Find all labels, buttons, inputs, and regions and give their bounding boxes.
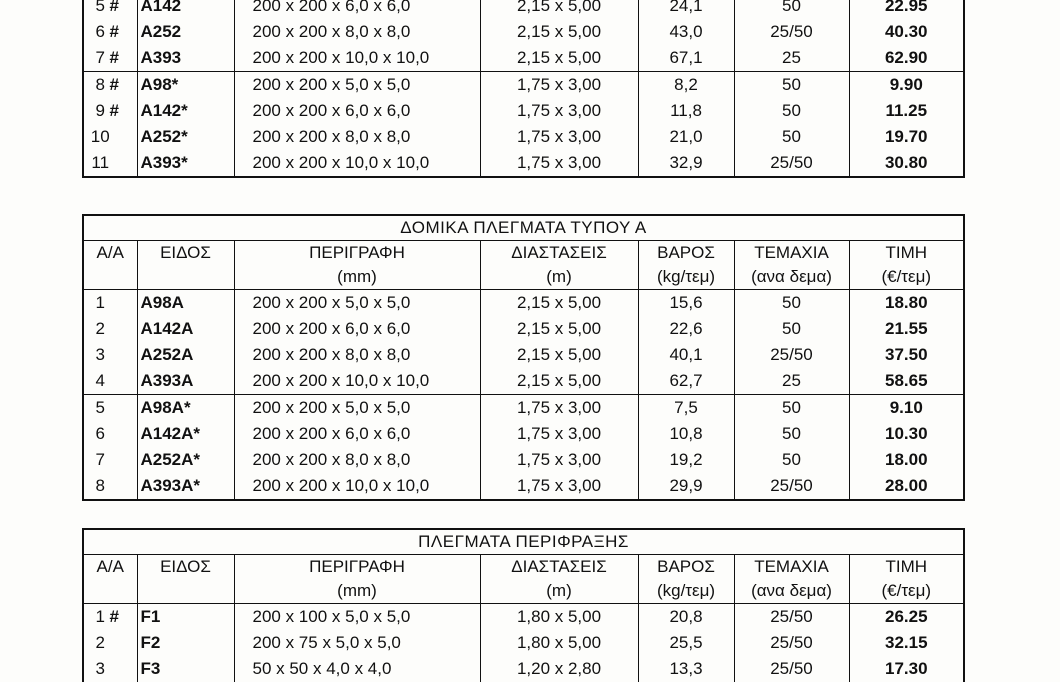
- pieces-per-bundle: 50: [734, 124, 849, 150]
- product-code: F1: [137, 604, 234, 631]
- header-aa: Α/Α: [83, 555, 137, 580]
- unit-diastaseis: (m): [480, 579, 638, 604]
- pieces-per-bundle: 25/50: [734, 604, 849, 631]
- product-price: 58.65: [849, 368, 964, 395]
- row-number: [83, 342, 137, 368]
- unit-perigrafi: (mm): [234, 265, 480, 290]
- table-row: [83, 45, 964, 72]
- product-dimensions: 1,75 x 3,00: [480, 395, 638, 422]
- product-code: A98A*: [137, 395, 234, 422]
- pieces-per-bundle: 50: [734, 72, 849, 99]
- unit-varos: (kg/τεμ): [638, 579, 734, 604]
- header-units-row: [83, 265, 964, 290]
- product-code: A252A: [137, 342, 234, 368]
- product-dimensions: 1,75 x 3,00: [480, 447, 638, 473]
- header-temaxia: ΤΕΜΑΧΙΑ: [734, 241, 849, 266]
- stock-mark: #: [105, 19, 119, 45]
- product-price: 19.70: [849, 124, 964, 150]
- row-number-value: 2: [96, 319, 105, 338]
- table-row: [83, 473, 964, 500]
- product-weight: 24,1: [638, 0, 734, 19]
- product-description: 50 x 50 x 4,0 x 4,0: [234, 656, 480, 682]
- product-price: 26.25: [849, 604, 964, 631]
- product-dimensions: 1,80 x 5,00: [480, 604, 638, 631]
- product-description: 200 x 200 x 5,0 x 5,0: [234, 395, 480, 422]
- product-price: 18.80: [849, 290, 964, 317]
- unit-timi: (€/τεμ): [849, 265, 964, 290]
- unit-temaxia: (ανα δεμα): [734, 265, 849, 290]
- row-number: [83, 0, 137, 19]
- header-varos: ΒΑΡΟΣ: [638, 241, 734, 266]
- row-number-value: 5: [96, 398, 105, 417]
- stock-mark: #: [105, 45, 119, 71]
- table-row: [83, 290, 964, 317]
- table-row: [83, 342, 964, 368]
- product-description: 200 x 75 x 5,0 x 5,0: [234, 630, 480, 656]
- product-code: A142*: [137, 98, 234, 124]
- row-number: [83, 368, 137, 395]
- product-dimensions: 1,75 x 3,00: [480, 72, 638, 99]
- row-number-value: 1: [96, 293, 105, 312]
- pieces-per-bundle: 50: [734, 421, 849, 447]
- product-weight: 67,1: [638, 45, 734, 72]
- product-code: A252: [137, 19, 234, 45]
- header-perigrafi: ΠΕΡΙΓΡΑΦΗ: [234, 241, 480, 266]
- product-weight: 32,9: [638, 150, 734, 177]
- product-description: 200 x 200 x 6,0 x 6,0: [234, 98, 480, 124]
- product-dimensions: 1,80 x 5,00: [480, 630, 638, 656]
- product-description: 200 x 200 x 5,0 x 5,0: [234, 72, 480, 99]
- product-weight: 21,0: [638, 124, 734, 150]
- product-description: 200 x 200 x 8,0 x 8,0: [234, 342, 480, 368]
- table-body: [83, 0, 964, 177]
- product-weight: 20,8: [638, 604, 734, 631]
- row-number: [83, 45, 137, 72]
- product-description: 200 x 200 x 8,0 x 8,0: [234, 447, 480, 473]
- row-number: [83, 421, 137, 447]
- product-price: 22.95: [849, 0, 964, 19]
- table-row: [83, 630, 964, 656]
- table-row: [83, 98, 964, 124]
- row-number: [83, 473, 137, 500]
- product-price: 32.15: [849, 630, 964, 656]
- row-number-value: 11: [91, 153, 109, 172]
- product-description: 200 x 100 x 5,0 x 5,0: [234, 604, 480, 631]
- product-dimensions: 2,15 x 5,00: [480, 290, 638, 317]
- product-description: 200 x 200 x 6,0 x 6,0: [234, 421, 480, 447]
- product-description: 200 x 200 x 10,0 x 10,0: [234, 45, 480, 72]
- product-price: 40.30: [849, 19, 964, 45]
- header-perigrafi: ΠΕΡΙΓΡΑΦΗ: [234, 555, 480, 580]
- table-row: [83, 368, 964, 395]
- product-dimensions: 2,15 x 5,00: [480, 45, 638, 72]
- product-price: 18.00: [849, 447, 964, 473]
- row-number: [83, 98, 137, 124]
- row-number: [83, 447, 137, 473]
- header-timi: ΤΙΜΗ: [849, 241, 964, 266]
- row-number-value: 1: [96, 607, 105, 626]
- table-row: [83, 395, 964, 422]
- header-eidos: ΕΙΔΟΣ: [137, 555, 234, 580]
- product-dimensions: 1,75 x 3,00: [480, 124, 638, 150]
- product-weight: 11,8: [638, 98, 734, 124]
- table-row: [83, 72, 964, 99]
- row-number-value: 6: [96, 22, 105, 41]
- row-number: [83, 630, 137, 656]
- table-title-row: [83, 529, 964, 555]
- product-weight: 29,9: [638, 473, 734, 500]
- product-weight: 8,2: [638, 72, 734, 99]
- product-code: A98*: [137, 72, 234, 99]
- table-title-row: [83, 215, 964, 241]
- header-diastaseis: ΔΙΑΣΤΑΣΕΙΣ: [480, 555, 638, 580]
- product-code: A252A*: [137, 447, 234, 473]
- product-price: 17.30: [849, 656, 964, 682]
- product-code: A98A: [137, 290, 234, 317]
- product-weight: 22,6: [638, 316, 734, 342]
- product-description: 200 x 200 x 5,0 x 5,0: [234, 290, 480, 317]
- row-number: [83, 72, 137, 99]
- product-price: 30.80: [849, 150, 964, 177]
- product-code: A142A: [137, 316, 234, 342]
- product-price: 62.90: [849, 45, 964, 72]
- row-number-value: 8: [96, 75, 105, 94]
- table-row: [83, 124, 964, 150]
- row-number-value: 6: [96, 424, 105, 443]
- row-number-value: 2: [96, 633, 105, 652]
- product-dimensions: 2,15 x 5,00: [480, 19, 638, 45]
- product-code: A393: [137, 45, 234, 72]
- row-number-value: 3: [96, 659, 105, 678]
- product-price: 21.55: [849, 316, 964, 342]
- unit-perigrafi: (mm): [234, 579, 480, 604]
- table-row: [83, 19, 964, 45]
- product-dimensions: 1,20 x 2,80: [480, 656, 638, 682]
- product-weight: 10,8: [638, 421, 734, 447]
- product-weight: 13,3: [638, 656, 734, 682]
- table-standard-mesh: [82, 0, 965, 178]
- row-number: [83, 604, 137, 631]
- product-dimensions: 1,75 x 3,00: [480, 473, 638, 500]
- pieces-per-bundle: 25: [734, 368, 849, 395]
- product-description: 200 x 200 x 10,0 x 10,0: [234, 368, 480, 395]
- unit-timi: (€/τεμ): [849, 579, 964, 604]
- unit-diastaseis: (m): [480, 265, 638, 290]
- pieces-per-bundle: 50: [734, 98, 849, 124]
- pieces-per-bundle: 25/50: [734, 19, 849, 45]
- stock-mark: #: [105, 72, 119, 98]
- product-description: 200 x 200 x 10,0 x 10,0: [234, 150, 480, 177]
- product-weight: 62,7: [638, 368, 734, 395]
- row-number-value: 7: [96, 450, 105, 469]
- row-number-value: 10: [91, 127, 110, 146]
- product-code: A142: [137, 0, 234, 19]
- product-dimensions: 1,75 x 3,00: [480, 150, 638, 177]
- header-row: [83, 555, 964, 580]
- row-number: [83, 19, 137, 45]
- row-number-value: 7: [96, 48, 105, 67]
- table-title: ΠΛΕΓΜΑΤΑ ΠΕΡΙΦΡΑΞΗΣ: [83, 529, 964, 555]
- product-dimensions: 2,15 x 5,00: [480, 316, 638, 342]
- product-dimensions: 2,15 x 5,00: [480, 342, 638, 368]
- product-dimensions: 2,15 x 5,00: [480, 0, 638, 19]
- product-code: A393A: [137, 368, 234, 395]
- row-number-value: 4: [96, 371, 105, 390]
- header-units-row: [83, 579, 964, 604]
- product-price: 9.10: [849, 395, 964, 422]
- row-number: [83, 290, 137, 317]
- product-weight: 15,6: [638, 290, 734, 317]
- header-temaxia: ΤΕΜΑΧΙΑ: [734, 555, 849, 580]
- product-price: 9.90: [849, 72, 964, 99]
- product-price: 10.30: [849, 421, 964, 447]
- product-description: 200 x 200 x 8,0 x 8,0: [234, 19, 480, 45]
- unit-varos: (kg/τεμ): [638, 265, 734, 290]
- product-description: 200 x 200 x 6,0 x 6,0: [234, 316, 480, 342]
- product-code: F3: [137, 656, 234, 682]
- product-dimensions: 1,75 x 3,00: [480, 98, 638, 124]
- table-row: [83, 447, 964, 473]
- table-fence-mesh: [82, 528, 965, 682]
- pieces-per-bundle: 50: [734, 395, 849, 422]
- pieces-per-bundle: 50: [734, 316, 849, 342]
- row-number: [83, 316, 137, 342]
- product-weight: 25,5: [638, 630, 734, 656]
- product-code: F2: [137, 630, 234, 656]
- product-weight: 7,5: [638, 395, 734, 422]
- table-row: [83, 316, 964, 342]
- header-aa: Α/Α: [83, 241, 137, 266]
- pieces-per-bundle: 50: [734, 0, 849, 19]
- table-row: [83, 421, 964, 447]
- pieces-per-bundle: 25/50: [734, 656, 849, 682]
- table-row: [83, 150, 964, 177]
- product-code: A393*: [137, 150, 234, 177]
- product-description: 200 x 200 x 10,0 x 10,0: [234, 473, 480, 500]
- table-row: [83, 604, 964, 631]
- product-price: 11.25: [849, 98, 964, 124]
- product-description: 200 x 200 x 8,0 x 8,0: [234, 124, 480, 150]
- row-number: [83, 150, 137, 177]
- product-code: A252*: [137, 124, 234, 150]
- product-code: A393A*: [137, 473, 234, 500]
- row-number-value: 8: [96, 476, 105, 495]
- header-diastaseis: ΔΙΑΣΤΑΣΕΙΣ: [480, 241, 638, 266]
- product-price: 37.50: [849, 342, 964, 368]
- product-description: 200 x 200 x 6,0 x 6,0: [234, 0, 480, 19]
- stock-mark: #: [105, 0, 119, 19]
- product-dimensions: 2,15 x 5,00: [480, 368, 638, 395]
- header-eidos: ΕΙΔΟΣ: [137, 241, 234, 266]
- product-weight: 43,0: [638, 19, 734, 45]
- pieces-per-bundle: 25/50: [734, 630, 849, 656]
- stock-mark: #: [105, 604, 119, 630]
- stock-mark: #: [105, 98, 119, 124]
- row-number-value: 5: [96, 0, 105, 15]
- table-title: ΔΟΜΙΚΑ ΠΛΕΓΜΑΤΑ ΤΥΠΟΥ Α: [83, 215, 964, 241]
- row-number: [83, 656, 137, 682]
- product-weight: 19,2: [638, 447, 734, 473]
- pieces-per-bundle: 25/50: [734, 473, 849, 500]
- unit-temaxia: (ανα δεμα): [734, 579, 849, 604]
- product-weight: 40,1: [638, 342, 734, 368]
- header-timi: ΤΙΜΗ: [849, 555, 964, 580]
- header-varos: ΒΑΡΟΣ: [638, 555, 734, 580]
- product-dimensions: 1,75 x 3,00: [480, 421, 638, 447]
- pieces-per-bundle: 25/50: [734, 150, 849, 177]
- table-body: [83, 290, 964, 501]
- header-row: [83, 241, 964, 266]
- table-type-a-mesh: [82, 214, 965, 501]
- row-number-value: 9: [96, 101, 105, 120]
- pieces-per-bundle: 50: [734, 290, 849, 317]
- product-code: A142A*: [137, 421, 234, 447]
- pieces-per-bundle: 25/50: [734, 342, 849, 368]
- row-number-value: 3: [96, 345, 105, 364]
- row-number: [83, 124, 137, 150]
- row-number: [83, 395, 137, 422]
- table-body: [83, 604, 964, 682]
- pieces-per-bundle: 50: [734, 447, 849, 473]
- table-row: [83, 0, 964, 19]
- table-row: [83, 656, 964, 682]
- product-price: 28.00: [849, 473, 964, 500]
- pieces-per-bundle: 25: [734, 45, 849, 72]
